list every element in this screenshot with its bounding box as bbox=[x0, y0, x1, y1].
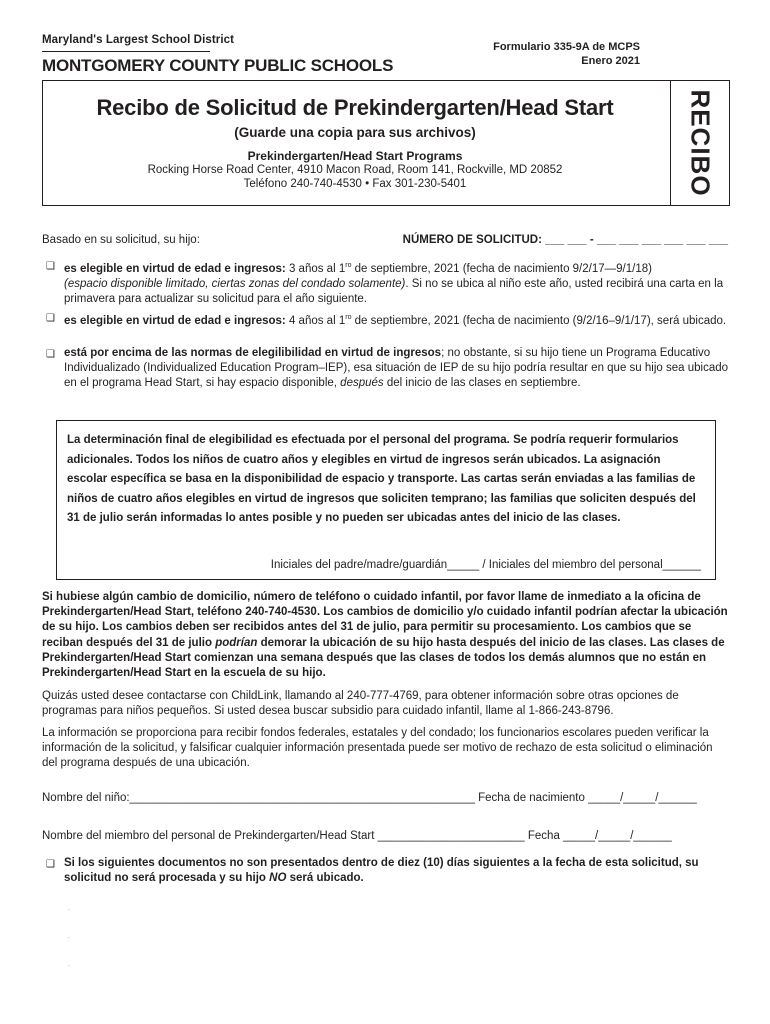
list-dot: . bbox=[68, 962, 70, 968]
change-notice: Si hubiese algún cambio de domicilio, número de teléfono o cuidado infantil, por favor llame de inmediato a la oficina de Prekindergarten/Head Start, teléfono 240-740-4530. Los cambios de domicilio y/o cuidado infantil podrían afectar la ubicación de su hijo. Los cambios deben ser recibidos antes del 31 de julio, para permitir su procesamiento. Los cambios que se reciban después del 31 de julio podrían demorar la ubicación de su hijo hasta después del inicio de las clases. Las clases de Prekindergarten/Head Start comienzan una semana después que las clases de todos los demás alumnos que no están en Prekindergarten/Head Start en la escuela de su hijo. bbox=[42, 591, 728, 680]
eligibility-option-3yr bbox=[46, 258, 730, 307]
option-text: es elegible en virtud de edad e ingresos: 3 años al $1^{ro}$ de septiembre, 2021 (fecha de nacimiento 9/2/17—9/1/18) (espacio disponible limitado, ciertas zonas del condado solamente). Si no se ubica al niño este año, usted recibirá una carta en la primavera para actualizar su solicitud para el año siguiente. bbox=[64, 262, 724, 305]
childlink-paragraph: Quizás usted desee contactarse con ChildLink, llamando al 240-777-4769, para obtener información sobre otras opciones de programas para niños pequeños. Si usted desea buscar subsidio para cuidado infantil, llame al 1-866-243-8796. bbox=[42, 690, 679, 718]
note-text: La determinación final de elegibilidad es efectuada por el personal del programa. Se podría requerir formularios adicionales. Todos los niños de cuatro años y elegibles en virtud de ingresos serán ubicados. La asignación escolar específica se basa en la disponibilidad de espacio y transporte. Las cartas serán enviadas a las familias de niños de cuatro años elegibles en virtud de ingresos que soliciten temprano; las familias que soliciten después del 31 de julio serán informadas lo antes posible y no pueden ser ubicadas antes del inicio de las clases. bbox=[67, 434, 696, 524]
eligibility-note-box bbox=[56, 420, 716, 580]
address-line: Rocking Horse Road Center, 4910 Macon Road, Room 141, Rockville, MD 20852 bbox=[147, 164, 563, 176]
application-number-field[interactable]: NÚMERO DE SOLICITUD: ___ ___ - ___ ___ ___ ___ ___ ___ bbox=[402, 234, 728, 246]
initials-line[interactable]: Iniciales del padre/madre/guardián_____ / Iniciales del miembro del personal______ bbox=[270, 559, 701, 571]
form-date: Enero 2021 bbox=[581, 55, 640, 67]
documents-text: Si los siguientes documentos no son presentados dentro de diez (10) días siguientes a la fecha de esta solicitud, su solicitud no será procesada y su hijo NO será ubicado. bbox=[64, 857, 699, 884]
form-identifier bbox=[493, 40, 640, 68]
eligibility-option-over-income bbox=[46, 346, 730, 391]
title-box bbox=[42, 80, 730, 206]
list-dot: . bbox=[68, 934, 70, 940]
district-tagline: Maryland's Largest School District bbox=[42, 34, 235, 46]
recibo-side-panel bbox=[670, 81, 729, 205]
option-text: está por encima de las normas de elegilibilidad en virtud de ingresos; no obstante, si su hijo tiene un Programa Educativo Individualizado (Individualized Education Program–IEP), esa situación de IEP de su hijo podría resultar en que su hijo sea ubicado en el programa Head Start, si hay espacio disponible, después del inicio de las clases en septiembre. bbox=[64, 347, 729, 389]
phone-line: Teléfono 240-740-4530 • Fax 301-230-5401 bbox=[243, 178, 467, 190]
checkbox-icon[interactable]: ❑ bbox=[46, 313, 55, 324]
info-paragraph: La información se proporciona para recibir fondos federales, estatales y del condado; los funcionarios escolares pueden verificar la información de la solicitud, y falsificar cualquier información presentada puede ser motivo de rechazo de esta solicitud o eliminación del programa después de una ubicación. bbox=[42, 727, 713, 770]
form-number: Formulario 335-9A de MCPS bbox=[493, 41, 640, 53]
list-dot: . bbox=[68, 906, 70, 912]
program-address bbox=[55, 163, 655, 191]
school-name: MONTGOMERY COUNTY PUBLIC SCHOOLS bbox=[42, 56, 394, 75]
checkbox-icon[interactable]: ❑ bbox=[46, 859, 55, 870]
solicitud-row bbox=[42, 234, 728, 246]
option-text: es elegible en virtud de edad e ingresos: 4 años al $1^{ro}$ de septiembre, 2021 (fecha de nacimiento (9/2/16–9/1/17), será ubicado. bbox=[64, 314, 727, 327]
staff-name-field[interactable]: Nombre del miembro del personal de Prekindergarten/Head Start _______________________ Fecha _____/_____/______ bbox=[42, 830, 672, 842]
eligibility-option-4yr bbox=[46, 310, 730, 329]
child-name-field[interactable]: Nombre del niño:______________________________________________________ Fecha de nacimiento _____/_____/______ bbox=[42, 792, 697, 804]
page-subtitle: (Guarde una copia para sus archivos) bbox=[234, 125, 476, 140]
recibo-label: RECIBO bbox=[685, 89, 716, 197]
tagline-rule bbox=[42, 51, 210, 52]
page-title: Recibo de Solicitud de Prekindergarten/Head Start bbox=[96, 95, 614, 120]
checkbox-icon[interactable]: ❑ bbox=[46, 349, 55, 360]
based-on-label: Basado en su solicitud, su hijo: bbox=[42, 234, 200, 246]
checkbox-icon[interactable]: ❑ bbox=[46, 261, 55, 272]
program-name: Prekindergarten/Head Start Programs bbox=[247, 149, 463, 163]
documents-notice bbox=[46, 856, 706, 886]
